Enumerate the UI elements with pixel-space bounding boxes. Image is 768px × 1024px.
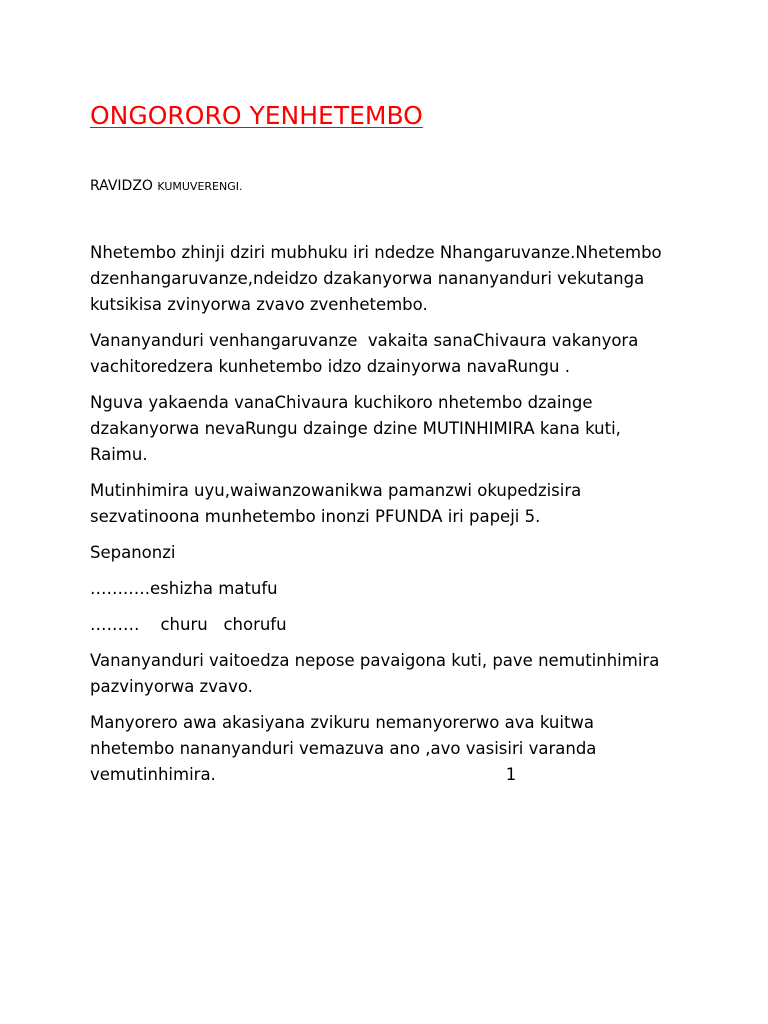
paragraph-line: Nhetembo zhinji dziri mubhuku iri ndedze Nhangaruvanze.Nhetembo xyxy=(90,243,662,262)
paragraph xyxy=(90,240,690,318)
paragraph-line: dzakanyorwa nevaRungu dzainge dzine MUTINHIMIRA kana kuti, xyxy=(90,419,621,438)
last-line-text: vemutinhimira. xyxy=(90,765,216,784)
paragraph-line: …….….eshizha matufu xyxy=(90,579,278,598)
paragraph-line: sezvatinoona munhetembo inonzi PFUNDA iri papeji 5. xyxy=(90,507,541,526)
document-subtitle xyxy=(90,176,242,197)
poem-excerpt-line xyxy=(90,612,690,638)
paragraph-line: Sepanonzi xyxy=(90,543,176,562)
document-body xyxy=(90,240,690,798)
paragraph-line: Vananyanduri vaitoedza nepose pavaigona kuti, pave nemutinhimira xyxy=(90,651,660,670)
paragraph-line: vachitoredzera kunhetembo idzo dzainyorwa navaRungu . xyxy=(90,357,570,376)
paragraph-line: ……… churu chorufu xyxy=(90,615,287,634)
paragraph-line: kutsikisa zvinyorwa zvavo zvenhetembo. xyxy=(90,295,428,314)
paragraph-line: Mutinhimira uyu,waiwanzowanikwa pamanzwi okupedzisira xyxy=(90,481,582,500)
paragraph-line: pazvinyorwa zvavo. xyxy=(90,677,253,696)
paragraph xyxy=(90,328,690,380)
poem-excerpt-line xyxy=(90,576,690,602)
document-title: ONGORORO YENHETEMBO xyxy=(90,101,423,130)
paragraph xyxy=(90,390,690,468)
paragraph-line: Raimu. xyxy=(90,445,148,464)
paragraph-line: nhetembo nananyanduri vemazuva ano ,avo vasisiri varanda xyxy=(90,739,597,758)
paragraph xyxy=(90,540,690,566)
paragraph-line: Vananyanduri venhangaruvanze vakaita sanaChivaura vakanyora xyxy=(90,331,639,350)
paragraph xyxy=(90,478,690,530)
page-number: 1 xyxy=(505,765,517,784)
paragraph-line: Manyorero awa akasiyana zvikuru nemanyorerwo ava kuitwa xyxy=(90,713,595,732)
subtitle-small: KUMUVERENGI. xyxy=(157,180,243,193)
subtitle-main: RAVIDZO xyxy=(90,178,153,194)
paragraph xyxy=(90,648,690,700)
paragraph xyxy=(90,710,690,788)
paragraph-line xyxy=(90,762,690,788)
paragraph-line: Nguva yakaenda vanaChivaura kuchikoro nhetembo dzainge xyxy=(90,393,593,412)
paragraph-line: dzenhangaruvanze,ndeidzo dzakanyorwa nananyanduri vekutanga xyxy=(90,269,645,288)
